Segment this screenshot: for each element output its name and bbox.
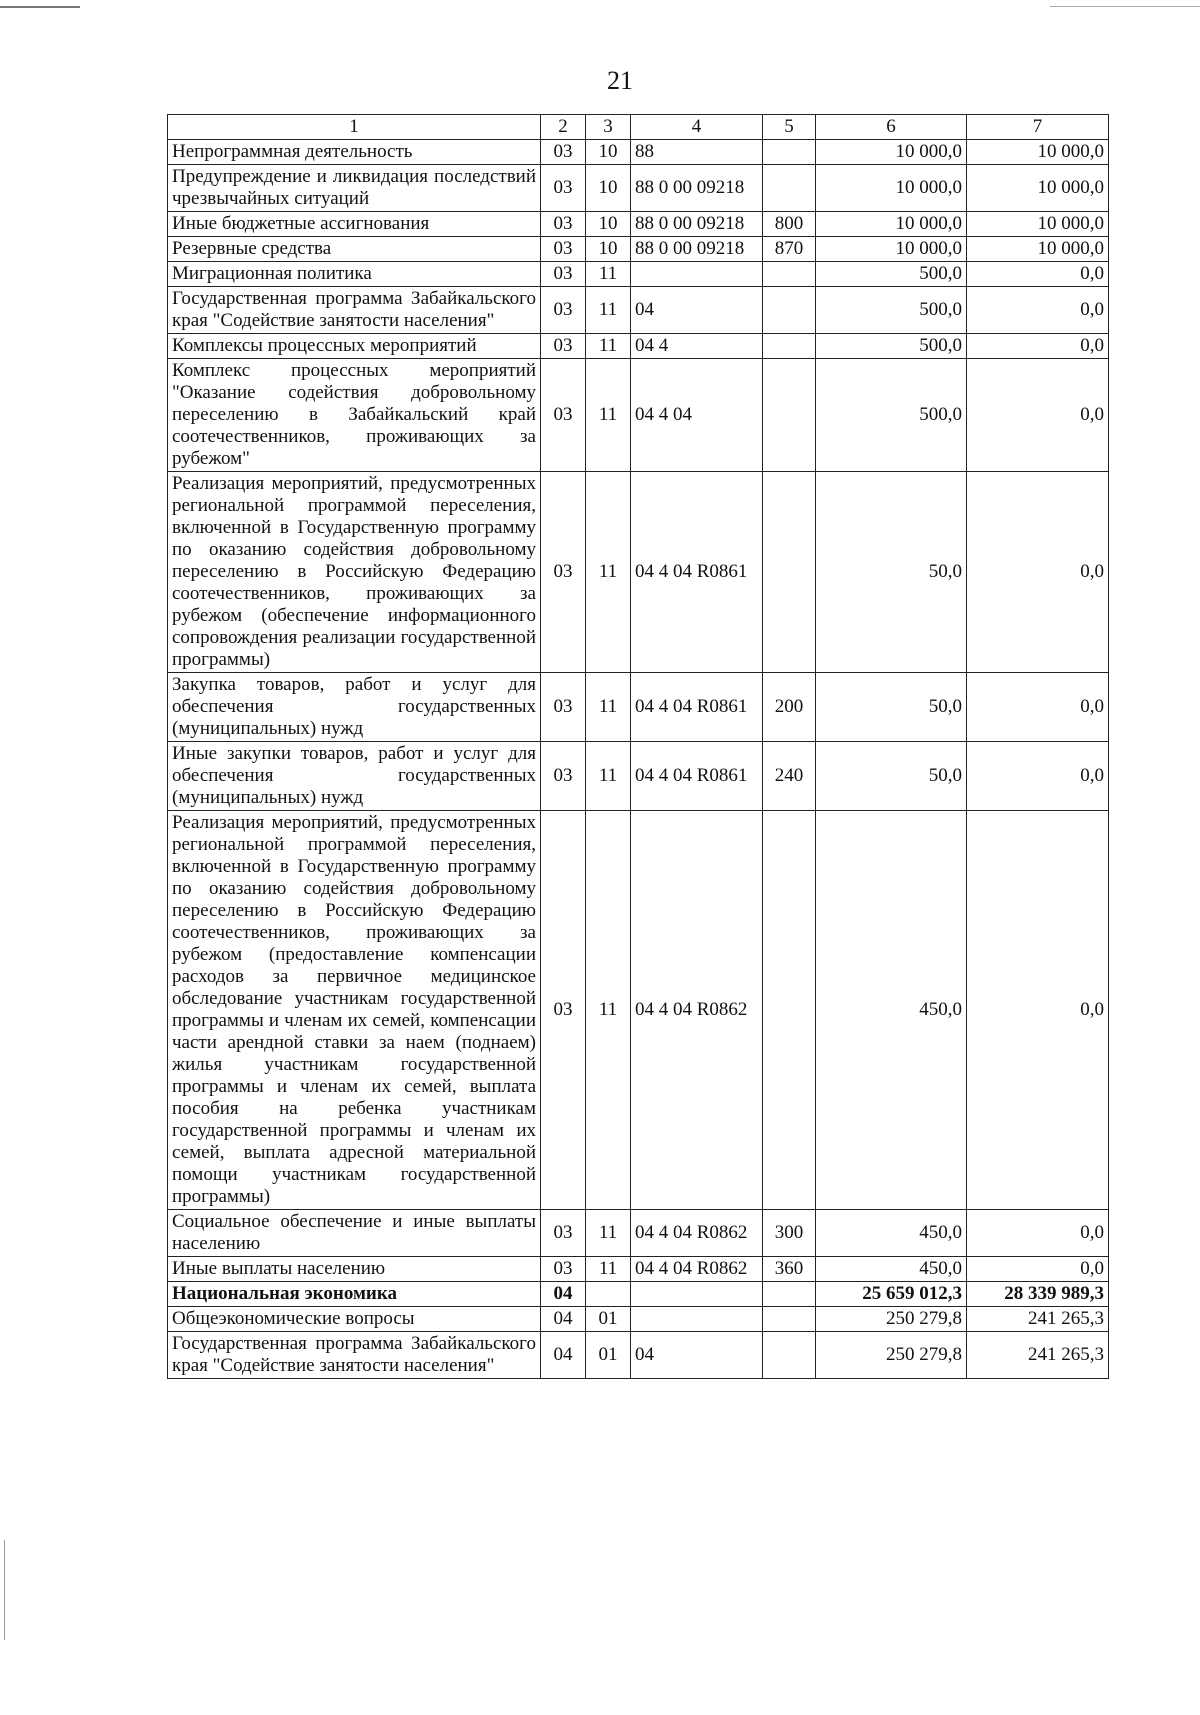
header-cell: 1 — [168, 115, 541, 140]
amount-col7-cell: 241 265,3 — [967, 1307, 1109, 1332]
row-name-cell: Национальная экономика — [168, 1282, 541, 1307]
target-article-cell: 04 — [631, 287, 763, 334]
amount-col6-cell: 450,0 — [816, 811, 967, 1210]
target-article-cell: 88 0 00 09218 — [631, 237, 763, 262]
amount-col7-cell: 0,0 — [967, 742, 1109, 811]
target-article-cell — [631, 1307, 763, 1332]
expense-type-cell: 240 — [763, 742, 816, 811]
section-code-cell: 03 — [541, 212, 586, 237]
subsection-code-cell: 11 — [586, 334, 631, 359]
expense-type-cell — [763, 140, 816, 165]
section-code-cell: 03 — [541, 165, 586, 212]
amount-col6-cell: 500,0 — [816, 359, 967, 472]
amount-col7-cell: 10 000,0 — [967, 237, 1109, 262]
amount-col6-cell: 500,0 — [816, 262, 967, 287]
amount-col6-cell: 50,0 — [816, 742, 967, 811]
table-row — [168, 1282, 1109, 1307]
expense-type-cell — [763, 1282, 816, 1307]
table-row — [168, 1210, 1109, 1257]
expense-type-cell — [763, 262, 816, 287]
expense-type-cell — [763, 1307, 816, 1332]
amount-col6-cell: 10 000,0 — [816, 140, 967, 165]
target-article-cell: 04 4 04 R0861 — [631, 742, 763, 811]
target-article-cell: 04 4 04 R0862 — [631, 1257, 763, 1282]
section-code-cell: 04 — [541, 1332, 586, 1379]
amount-col6-cell: 10 000,0 — [816, 237, 967, 262]
amount-col7-cell: 0,0 — [967, 1210, 1109, 1257]
subsection-code-cell: 11 — [586, 359, 631, 472]
header-cell: 4 — [631, 115, 763, 140]
amount-col7-cell: 10 000,0 — [967, 140, 1109, 165]
expense-type-cell — [763, 165, 816, 212]
expense-type-cell: 300 — [763, 1210, 816, 1257]
target-article-cell: 04 — [631, 1332, 763, 1379]
amount-col7-cell: 0,0 — [967, 1257, 1109, 1282]
subsection-code-cell: 10 — [586, 140, 631, 165]
amount-col6-cell: 500,0 — [816, 287, 967, 334]
target-article-cell: 04 4 04 R0861 — [631, 673, 763, 742]
header-cell: 5 — [763, 115, 816, 140]
subsection-code-cell: 11 — [586, 742, 631, 811]
section-code-cell: 03 — [541, 359, 586, 472]
target-article-cell — [631, 262, 763, 287]
table-row — [168, 287, 1109, 334]
amount-col7-cell: 0,0 — [967, 334, 1109, 359]
subsection-code-cell: 11 — [586, 1210, 631, 1257]
section-code-cell: 03 — [541, 140, 586, 165]
expense-type-cell: 870 — [763, 237, 816, 262]
table-row — [168, 1307, 1109, 1332]
target-article-cell: 88 0 00 09218 — [631, 212, 763, 237]
expense-type-cell: 200 — [763, 673, 816, 742]
subsection-code-cell: 11 — [586, 287, 631, 334]
amount-col7-cell: 0,0 — [967, 262, 1109, 287]
expense-type-cell — [763, 1332, 816, 1379]
row-name-cell: Реализация мероприятий, предусмотренных региональной программой переселения, включенной в Государственную программу по оказанию содействия добровольному переселению в Российскую Федерацию соотечественников, проживающих за рубежом (обеспечение информационного сопровождения реализации государственной программы) — [168, 472, 541, 673]
table-row — [168, 742, 1109, 811]
row-name-cell: Предупреждение и ликвидация последствий чрезвычайных ситуаций — [168, 165, 541, 212]
amount-col6-cell: 450,0 — [816, 1210, 967, 1257]
amount-col6-cell: 25 659 012,3 — [816, 1282, 967, 1307]
table-row — [168, 1332, 1109, 1379]
table-row — [168, 212, 1109, 237]
amount-col6-cell: 450,0 — [816, 1257, 967, 1282]
row-name-cell: Миграционная политика — [168, 262, 541, 287]
expense-type-cell: 800 — [763, 212, 816, 237]
row-name-cell: Социальное обеспечение и иные выплаты населению — [168, 1210, 541, 1257]
target-article-cell — [631, 1282, 763, 1307]
subsection-code-cell: 01 — [586, 1307, 631, 1332]
subsection-code-cell: 11 — [586, 1257, 631, 1282]
section-code-cell: 03 — [541, 334, 586, 359]
target-article-cell: 04 4 — [631, 334, 763, 359]
section-code-cell: 03 — [541, 262, 586, 287]
amount-col7-cell: 0,0 — [967, 673, 1109, 742]
header-cell: 2 — [541, 115, 586, 140]
amount-col7-cell: 0,0 — [967, 472, 1109, 673]
header-cell: 3 — [586, 115, 631, 140]
row-name-cell: Государственная программа Забайкальского края "Содействие занятости населения" — [168, 287, 541, 334]
budget-table-body — [168, 115, 1109, 1379]
amount-col7-cell: 10 000,0 — [967, 212, 1109, 237]
budget-table — [167, 114, 1109, 1379]
table-row — [168, 1257, 1109, 1282]
header-cell: 7 — [967, 115, 1109, 140]
table-row — [168, 165, 1109, 212]
page-number: 21 — [607, 66, 633, 95]
subsection-code-cell — [586, 1282, 631, 1307]
table-row — [168, 262, 1109, 287]
table-row — [168, 140, 1109, 165]
row-name-cell: Иные бюджетные ассигнования — [168, 212, 541, 237]
amount-col6-cell: 10 000,0 — [816, 212, 967, 237]
table-row — [168, 334, 1109, 359]
amount-col7-cell: 0,0 — [967, 287, 1109, 334]
subsection-code-cell: 11 — [586, 673, 631, 742]
subsection-code-cell: 01 — [586, 1332, 631, 1379]
section-code-cell: 04 — [541, 1282, 586, 1307]
expense-type-cell — [763, 287, 816, 334]
section-code-cell: 03 — [541, 673, 586, 742]
row-name-cell: Закупка товаров, работ и услуг для обеспечения государственных (муниципальных) нужд — [168, 673, 541, 742]
amount-col7-cell: 241 265,3 — [967, 1332, 1109, 1379]
subsection-code-cell: 11 — [586, 472, 631, 673]
row-name-cell: Резервные средства — [168, 237, 541, 262]
amount-col7-cell: 0,0 — [967, 811, 1109, 1210]
target-article-cell: 04 4 04 — [631, 359, 763, 472]
table-header-row — [168, 115, 1109, 140]
section-code-cell: 03 — [541, 1257, 586, 1282]
subsection-code-cell: 10 — [586, 212, 631, 237]
target-article-cell: 04 4 04 R0862 — [631, 811, 763, 1210]
table-row — [168, 359, 1109, 472]
expense-type-cell — [763, 811, 816, 1210]
table-row — [168, 673, 1109, 742]
amount-col7-cell: 0,0 — [967, 359, 1109, 472]
amount-col6-cell: 250 279,8 — [816, 1332, 967, 1379]
row-name-cell: Иные выплаты населению — [168, 1257, 541, 1282]
target-article-cell: 04 4 04 R0862 — [631, 1210, 763, 1257]
amount-col6-cell: 250 279,8 — [816, 1307, 967, 1332]
subsection-code-cell: 10 — [586, 165, 631, 212]
row-name-cell: Государственная программа Забайкальского края "Содействие занятости населения" — [168, 1332, 541, 1379]
subsection-code-cell: 11 — [586, 811, 631, 1210]
amount-col6-cell: 50,0 — [816, 673, 967, 742]
row-name-cell: Иные закупки товаров, работ и услуг для обеспечения государственных (муниципальных) нужд — [168, 742, 541, 811]
section-code-cell: 03 — [541, 742, 586, 811]
scan-line-top-left — [0, 6, 80, 8]
section-code-cell: 03 — [541, 287, 586, 334]
target-article-cell: 04 4 04 R0861 — [631, 472, 763, 673]
section-code-cell: 04 — [541, 1307, 586, 1332]
target-article-cell: 88 0 00 09218 — [631, 165, 763, 212]
table-row — [168, 811, 1109, 1210]
scan-line-left-edge — [4, 1540, 5, 1640]
expense-type-cell — [763, 472, 816, 673]
row-name-cell: Общеэкономические вопросы — [168, 1307, 541, 1332]
scan-line-top-right — [1050, 6, 1200, 7]
expense-type-cell: 360 — [763, 1257, 816, 1282]
section-code-cell: 03 — [541, 811, 586, 1210]
section-code-cell: 03 — [541, 1210, 586, 1257]
row-name-cell: Комплекс процессных мероприятий "Оказание содействия добровольному переселению в Забайкальский край соотечественников, проживающих за рубежом" — [168, 359, 541, 472]
expense-type-cell — [763, 359, 816, 472]
section-code-cell: 03 — [541, 472, 586, 673]
amount-col6-cell: 50,0 — [816, 472, 967, 673]
table-row — [168, 237, 1109, 262]
amount-col7-cell: 10 000,0 — [967, 165, 1109, 212]
amount-col6-cell: 10 000,0 — [816, 165, 967, 212]
header-cell: 6 — [816, 115, 967, 140]
table-row — [168, 472, 1109, 673]
subsection-code-cell: 10 — [586, 237, 631, 262]
row-name-cell: Реализация мероприятий, предусмотренных региональной программой переселения, включенной в Государственную программу по оказанию содействия добровольному переселению в Российскую Федерацию соотечественников, проживающих за рубежом (предоставление компенсации расходов за первичное медицинское обследование участникам государственной программы и членам их семей, компенсации части арендной ставки за наем (поднаем) жилья участникам государственной программы и членам их семей, выплата пособия на ребенка участникам государственной программы и членам их семей, выплата адресной материальной помощи участникам государственной программы) — [168, 811, 541, 1210]
expense-type-cell — [763, 334, 816, 359]
row-name-cell: Комплексы процессных мероприятий — [168, 334, 541, 359]
row-name-cell: Непрограммная деятельность — [168, 140, 541, 165]
amount-col7-cell: 28 339 989,3 — [967, 1282, 1109, 1307]
subsection-code-cell: 11 — [586, 262, 631, 287]
section-code-cell: 03 — [541, 237, 586, 262]
amount-col6-cell: 500,0 — [816, 334, 967, 359]
target-article-cell: 88 — [631, 140, 763, 165]
